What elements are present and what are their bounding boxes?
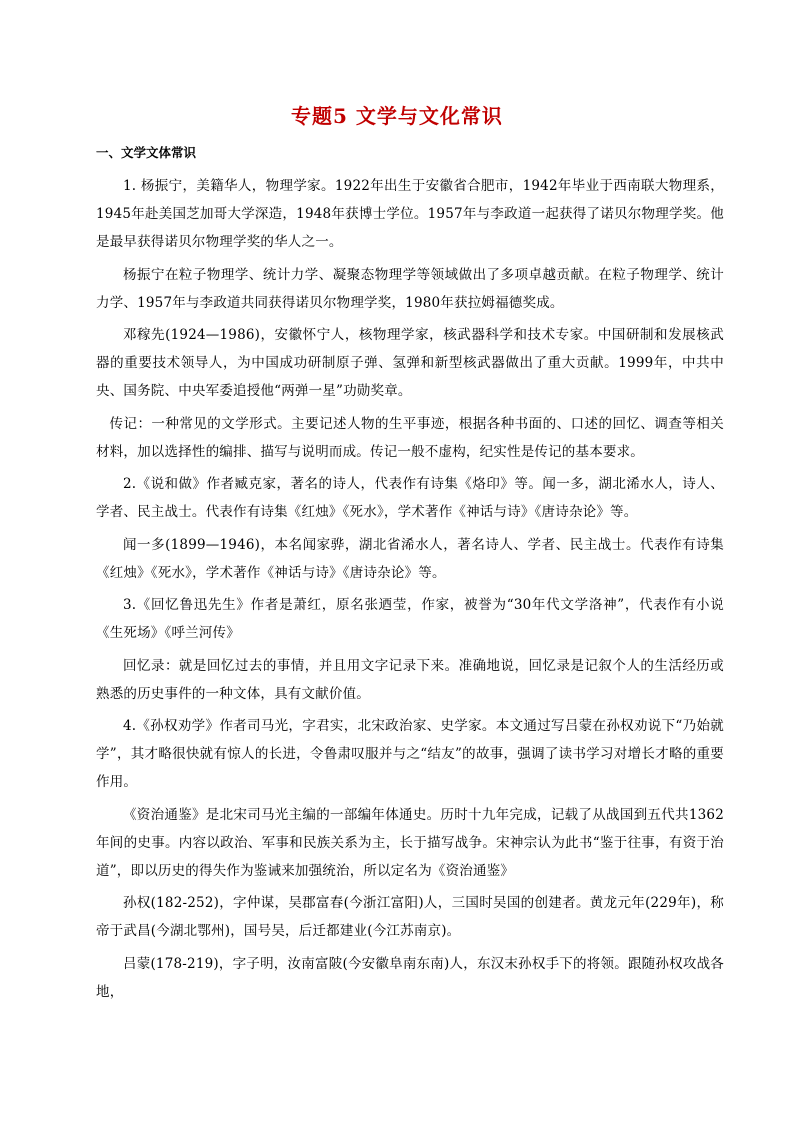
paragraph-sunquan-quanxue: 4.《孙权劝学》作者司马光，字君实，北宋政治家、史学家。本文通过写吕蒙在孙权劝说下“乃始就学”，其才略很快就有惊人的长进，令鲁肃叹服并与之“结友”的故事，强调了读书学习对增长才略的重要作用。	[96, 718, 724, 790]
paragraph-wen-yiduo: 闻一多(1899—1946)，本名闻家骅，湖北省浠水人，著名诗人、学者、民主战士。代表作有诗集《红烛》《死水》，学术著作《神话与诗》《唐诗杂论》等。	[96, 536, 724, 581]
paragraph-sun-quan: 孙权(182-252)，字仲谋，吴郡富春(今浙江富阳)人，三国时吴国的创建者。黄龙元年(229年)，称帝于武昌(今湖北鄂州)，国号吴，后迁都建业(今江苏南京)。	[96, 895, 724, 939]
section-heading: 一、文学文体常识	[96, 145, 197, 160]
document-body	[96, 142, 724, 1010]
paragraph-yang-contributions: 杨振宁在粒子物理学、统计力学、凝聚态物理学等领域做出了多项卓越贡献。在粒子物理学、统计力学、1957年与李政道共同获得诺贝尔物理学奖，1980年获拉姆福德奖成。	[96, 266, 724, 311]
paragraph-huiyi-luxun: 3.《回忆鲁迅先生》作者是萧红，原名张迺莹，作家，被誉为“30年代文学洛神”，代表作有小说《生死场》《呼兰河传》	[96, 597, 724, 641]
paragraph-deng-jiaxian: 邓稼先(1924—1986)，安徽怀宁人，核物理学家，核武器科学和技术专家。中国研制和发展核武器的重要技术领导人，为中国成功研制原子弹、氢弹和新型核武器做出了重大贡献。1999年，中共中央、国务院、中央军委追授他“两弹一星”功勋奖章。	[96, 327, 724, 399]
paragraph-lv-meng: 吕蒙(178-219)，字子明，汝南富陂(今安徽阜南东南)人，东汉末孙权手下的将领。跟随孙权攻战各地，	[96, 955, 724, 1000]
paragraph-biography-definition: 传记：一种常见的文学形式。主要记述人物的生平事迹，根据各种书面的、口述的回忆、调查等相关材料，加以选择性的编排、描写与说明而成。传记一般不虚构，纪实性是传记的基本要求。	[96, 415, 724, 460]
document-title: 专题5 文学与文化常识	[291, 104, 503, 128]
paragraph-memoir-definition: 回忆录：就是回忆过去的事情，并且用文字记录下来。准确地说，回忆录是记叙个人的生活经历或熟悉的历史事件的一种文体，具有文献价值。	[96, 657, 724, 702]
paragraph-shuo-he-zuo: 2.《说和做》作者臧克家，著名的诗人，代表作有诗集《烙印》等。闻一多，湖北浠水人，诗人、学者、民主战士。代表作有诗集《红烛》《死水》，学术著作《神话与诗》《唐诗杂论》等。	[96, 476, 724, 520]
paragraph-yang-zhenning: 1. 杨振宁，美籍华人，物理学家。1922年出生于安徽省合肥市，1942年毕业于西南联大物理系，1945年赴美国芝加哥大学深造，1948年获博士学位。1957年与李政道一起获得了诺贝尔物理学奖。他是最早获得诺贝尔物理学奖的华人之一。	[96, 178, 724, 250]
paragraph-zizhi-tongjian: 《资治通鉴》是北宋司马光主编的一部编年体通史。历时十九年完成，记载了从战国到五代共1362年间的史事。内容以政治、军事和民族关系为主，长于描写战争。宋神宗认为此书“鉴于往事，有资于治道”，即以历史的得失作为鉴诫来加强统治，所以定名为《资治通鉴》	[96, 806, 724, 879]
